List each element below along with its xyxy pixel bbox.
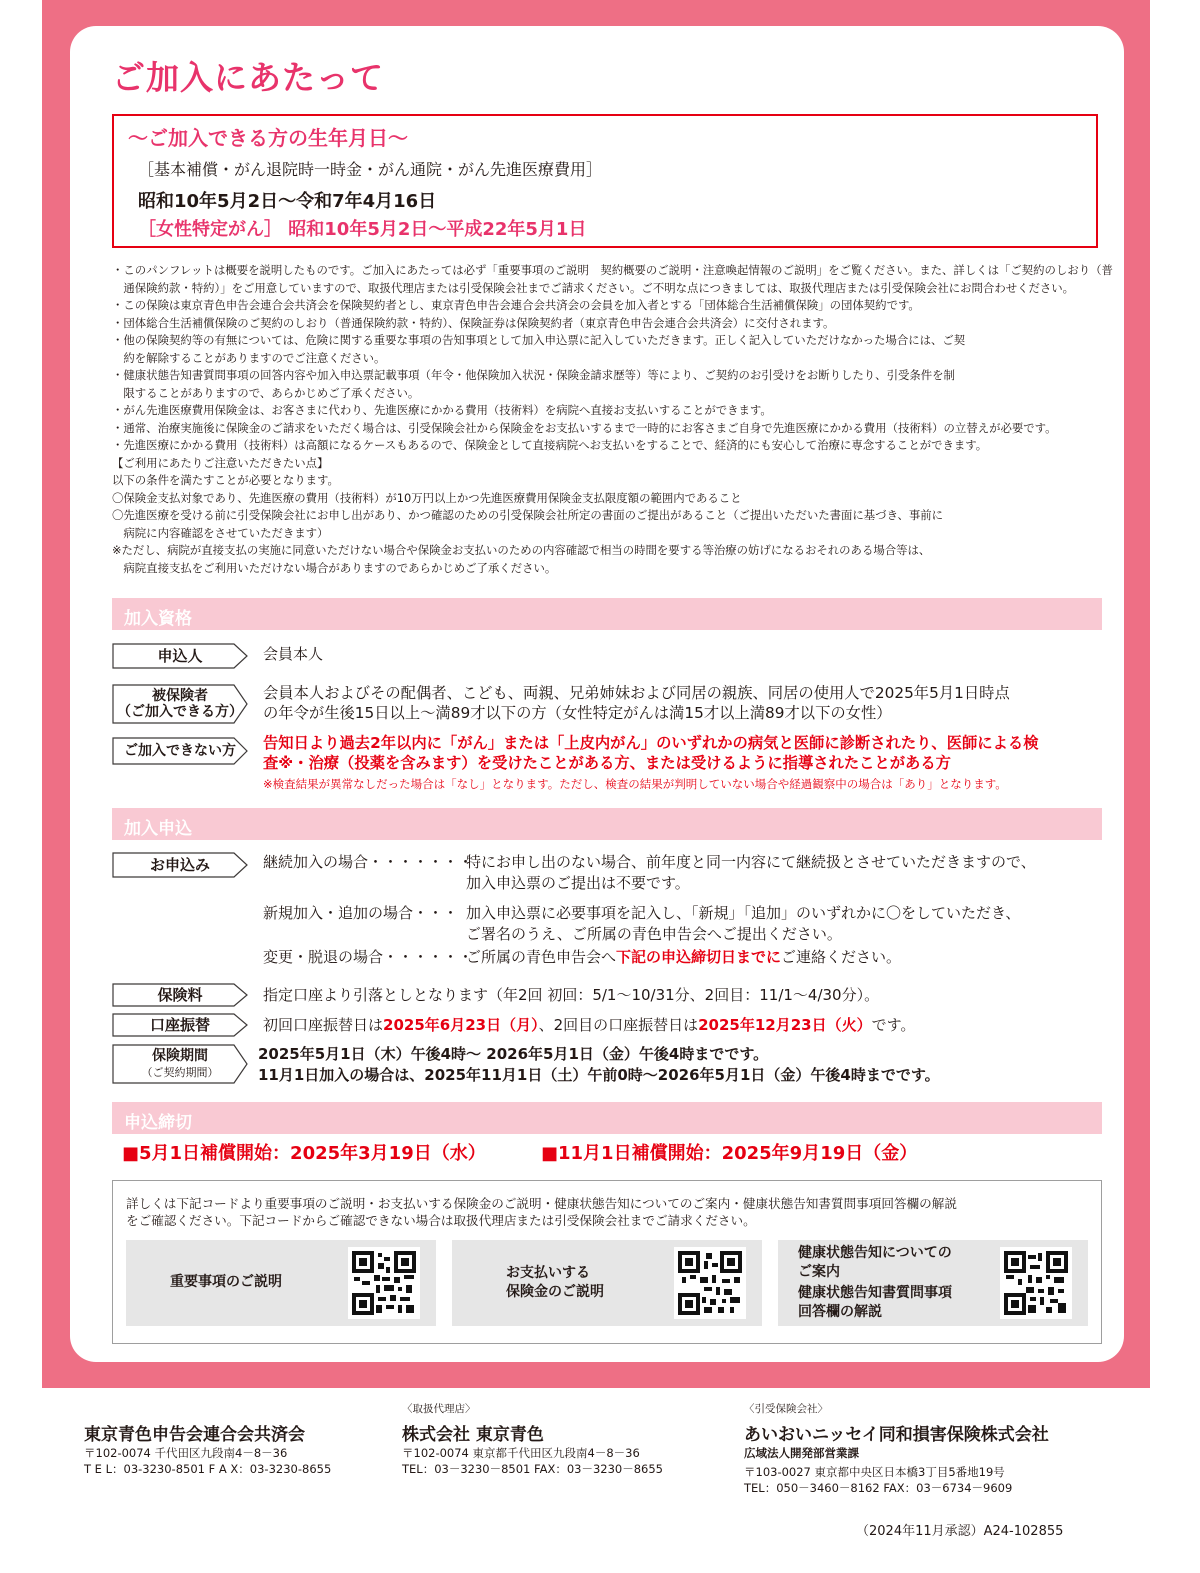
new-text-line2: ご署名のうえ、ご所属の青色申告会へご提出ください。 — [466, 925, 842, 943]
period-text-line2: 11月1日加入の場合は、2025年11月1日（土）午前0時～2026年5月1日（金）午後4時までです。 — [258, 1066, 940, 1084]
note-line: 通保険約款・特約）」をご用意していますので、取扱代理店または引受保険会社までご請求ください。ご不明な点につきましては、取扱代理店または引受保険会社にお問合わせください。 — [112, 280, 1075, 295]
continue-text-line1: 特にお申し出のない場合、前年度と同一内容にて継続扱とさせていただきますので、 — [466, 853, 1036, 871]
page-title: ご加入にあたって — [112, 58, 384, 97]
applicant-tag-label: 申込人 — [157, 647, 203, 665]
insurer-address: 〒103-0027 東京都中央区日本橋3丁目5番地19号 — [744, 1465, 1005, 1479]
insured-text-line1: 会員本人およびその配偶者、こども、両親、兄弟姉妹および同居の親族、同居の使用人で2025年5月1日時点 — [263, 684, 1010, 702]
transfer-text-mid: 、2回目の口座振替日は — [538, 1016, 699, 1034]
qr-panel-health-declaration[interactable] — [778, 1240, 1088, 1326]
change-text — [466, 947, 901, 967]
note-line: ・この保険は東京青色申告会連合会共済会を保険契約者とし、東京青色申告会連合会共済会の会員を加入者とする「団体総合生活補償保険」の団体契約です。 — [112, 298, 920, 312]
new-text-line1: 加入申込票に必要事項を記入し、「新規」「追加」のいずれかに〇をしていただき、 — [466, 904, 1021, 922]
agent-company-name: 株式会社 東京青色 — [402, 1425, 544, 1445]
org-kyosaikai-phone: T E L：03-3230-8501 F A X：03-3230-8655 — [84, 1462, 332, 1476]
change-text-post: ご連絡ください。 — [781, 948, 902, 966]
note-line: 病院に内容確認をさせていただきます） — [112, 525, 329, 540]
deadline-may: ■5月1日補償開始：2025年3月19日（水） — [122, 1143, 486, 1164]
note-line: 以下の条件を満たすことが必要となります。 — [112, 473, 339, 487]
transfer-text-post: です。 — [871, 1016, 916, 1034]
note-line: ・先進医療にかかる費用（技術料）は高額になるケースもあるので、保険金として直接病院へお支払いをすることで、経済的にも安心して治療に専念することができます。 — [112, 438, 988, 452]
note-line: ・がん先進医療費用保険金は、お客さまに代わり、先進医療にかかる費用（技術料）を病院へ直接お支払いすることができます。 — [112, 403, 772, 417]
birthdate-range: 昭和10年5月2日～令和7年4月16日 — [138, 191, 437, 212]
transfer-text-pre: 初回口座振替日は — [263, 1016, 384, 1034]
note-line: 限することがありますので、あらかじめご了承ください。 — [112, 385, 420, 400]
note-line: ・他の保険契約等の有無については、危険に関する重要な事項の告知事項として加入申込票に記入していただきます。正しく記入していただけなかった場合には、ご契 — [112, 333, 966, 347]
qr-info-text-line2: をご確認ください。下記コードからご確認できない場合は取扱代理店または引受保険会社までご請求ください。 — [126, 1213, 756, 1228]
insurer-role-label: 〈引受保険会社〉 — [744, 1403, 828, 1415]
change-label: 変更・脱退の場合・・・・・・ — [263, 948, 474, 966]
birthdate-heading: ～ご加入できる方の生年月日～ — [128, 126, 408, 150]
org-kyosaikai-name: 東京青色申告会連合会共済会 — [84, 1425, 305, 1445]
note-line: 【ご利用にあたりご注意いただきたい点】 — [112, 455, 329, 470]
qr-panel-label-line3: 健康状態告知書質問事項 — [798, 1285, 952, 1301]
birthdate-scope: ［基本補償・がん退院時一時金・がん通院・がん先進医療費用］ — [138, 160, 603, 179]
insured-tag-label: 被保険者 — [152, 688, 208, 704]
qr-code-graphic — [674, 1247, 746, 1319]
eligibility-section-label: 加入資格 — [124, 609, 192, 629]
approval-number: （2024年11月承認）A24-102855 — [856, 1524, 1064, 1539]
transfer-text — [263, 1015, 915, 1035]
deadline-november: ■11月1日補償開始：2025年9月19日（金） — [541, 1143, 918, 1164]
premium-tag — [112, 983, 248, 1007]
excluded-text-line2: 査※・治療（投薬を含みます）を受けたことがある方、または受けるように指導されたことがある方 — [263, 754, 951, 772]
note-line: 病院直接支払をご利用いただけない場合がありますのであらかじめご了承ください。 — [112, 560, 557, 575]
qr-panel-label-line1: お支払いする — [506, 1265, 590, 1281]
period-tag-label: 保険期間 — [152, 1047, 208, 1064]
transfer-tag — [112, 1013, 248, 1037]
note-line: ・団体総合生活補償保険のご契約のしおり（普通保険約款・特約）、保険証券は保険契約者（東京青色申告会連合会共済会）に交付されます。 — [112, 315, 835, 330]
qr-panel-important-matters[interactable] — [126, 1240, 436, 1326]
period-text-line1: 2025年5月1日（木）午後4時～ 2026年5月1日（金）午後4時までです。 — [258, 1045, 769, 1063]
qr-panel-label-line2: ご案内 — [798, 1264, 840, 1280]
excluded-text-line1: 告知日より過去2年以内に「がん」または「上皮内がん」のいずれかの病気と医師に診断されたり、医師による検 — [263, 734, 1039, 752]
continue-label: 継続加入の場合・・・・・・・ — [263, 853, 474, 871]
excluded-note: ※検査結果が異常なしだった場合は「なし」となります。ただし、検査の結果が判明していない場合や経過観察中の場合は「あり」となります。 — [263, 777, 1007, 791]
application-section-label: 加入申込 — [124, 819, 192, 839]
application-section-bar — [112, 808, 1102, 840]
note-line: 〇保険金支払対象であり、先進医療の費用（技術料）が10万円以上かつ先進医療費用保険金支払限度額の範囲内であること — [112, 490, 742, 505]
qr-panel-label-line2: 保険金のご説明 — [506, 1284, 604, 1300]
transfer-tag-label: 口座振替 — [149, 1016, 210, 1034]
note-line: 約を解除することがありますのでご注意ください。 — [112, 350, 386, 365]
new-label: 新規加入・追加の場合・・・ — [263, 904, 459, 922]
org-kyosaikai-address: 〒102-0074 千代田区九段南4－8－36 — [84, 1446, 288, 1460]
qr-code-icon[interactable] — [674, 1247, 746, 1319]
qr-code-graphic — [1000, 1247, 1072, 1319]
agent-address: 〒102-0074 東京都千代田区九段南4－8－36 — [402, 1446, 640, 1460]
continue-text-line2: 加入申込票のご提出は不要です。 — [466, 874, 690, 892]
qr-code-icon[interactable] — [348, 1247, 420, 1319]
insurer-department: 広域法人開発部営業課 — [744, 1446, 859, 1460]
transfer-date-second: 2025年12月23日（火） — [698, 1016, 872, 1034]
premium-tag-label: 保険料 — [157, 986, 203, 1004]
female-birthdate-range: ［女性特定がん］ 昭和10年5月2日～平成22年5月1日 — [138, 219, 587, 240]
apply-tag-label: お申込み — [149, 856, 210, 874]
excluded-tag — [112, 737, 248, 765]
change-text-pre: ご所属の青色申告会へ — [466, 948, 617, 966]
note-line: ※ただし、病院が直接支払の実施に同意いただけない場合や保険金お支払いのための内容確認で相当の時間を要する等治療の妨げになるおそれのある場合等は、 — [112, 543, 931, 557]
insured-text-line2: の年令が生後15日以上～満89才以下の方（女性特定がんは満15才以上満89才以下の女性） — [263, 704, 892, 722]
qr-panel-label: 重要事項のご説明 — [170, 1274, 282, 1290]
note-line: ・このパンフレットは概要を説明したものです。ご加入にあたっては必ず「重要事項のご説明 契約概要のご説明・注意喚起情報のご説明」をご覧ください。また、詳しくは「ご契約のしおり（普 — [112, 263, 1113, 277]
qr-info-text-line1: 詳しくは下記コードより重要事項のご説明・お支払いする保険金のご説明・健康状態告知についてのご案内・健康状態告知書質問事項回答欄の解説 — [126, 1196, 957, 1211]
note-line: ・健康状態告知書質問事項の回答内容や加入申込票記載事項（年令・他保険加入状況・保険金請求歴等）等により、ご契約のお引受けをお断りしたり、引受条件を制 — [112, 368, 955, 382]
notes-list — [112, 262, 1113, 577]
insured-tag — [112, 684, 248, 724]
qr-panel-label-line4: 回答欄の解説 — [798, 1304, 882, 1320]
premium-text: 指定口座より引落としとなります（年2回 初回：5/1～10/31分、2回目：11/1～4/30分）。 — [263, 986, 880, 1004]
agent-role-label: 〈取扱代理店〉 — [402, 1403, 476, 1415]
qr-code-graphic — [348, 1247, 420, 1319]
apply-tag — [112, 852, 248, 878]
period-tag — [112, 1044, 248, 1084]
note-line: ・通常、治療実施後に保険金のご請求をいただく場合は、引受保険会社から保険金をお支払いするまで一時的にお客さまご自身で先進医療にかかる費用（技術料）の立替えが必要です。 — [112, 420, 1057, 435]
agent-phone: TEL：03－3230－8501 FAX：03－3230－8655 — [402, 1462, 663, 1476]
insurer-phone: TEL：050－3460－8162 FAX：03－6734－9609 — [744, 1481, 1013, 1495]
qr-panel-benefit-explanation[interactable] — [452, 1240, 762, 1326]
excluded-tag-label: ご加入できない方 — [124, 743, 236, 759]
deadline-section-label: 申込締切 — [124, 1113, 192, 1133]
qr-code-icon[interactable] — [1000, 1247, 1072, 1319]
insured-tag-sublabel: （ご加入できる方） — [117, 704, 243, 720]
transfer-date-first: 2025年6月23日（月） — [383, 1016, 539, 1034]
change-text-deadline: 下記の申込締切日までに — [616, 948, 782, 966]
applicant-text: 会員本人 — [263, 645, 324, 663]
qr-panel-label-line1: 健康状態告知についての — [798, 1245, 952, 1261]
insurer-company-name: あいおいニッセイ同和損害保険株式会社 — [744, 1425, 1049, 1445]
deadline-section-bar — [112, 1102, 1102, 1134]
period-tag-sublabel: （ご契約期間） — [141, 1065, 219, 1079]
eligibility-section-bar — [112, 598, 1102, 630]
note-line: 〇先進医療を受ける前に引受保険会社にお申し出があり、かつ確認のための引受保険会社所定の書面のご提出があること（ご提出いただいた書面に基づき、事前に — [112, 508, 944, 522]
applicant-tag — [112, 643, 248, 669]
